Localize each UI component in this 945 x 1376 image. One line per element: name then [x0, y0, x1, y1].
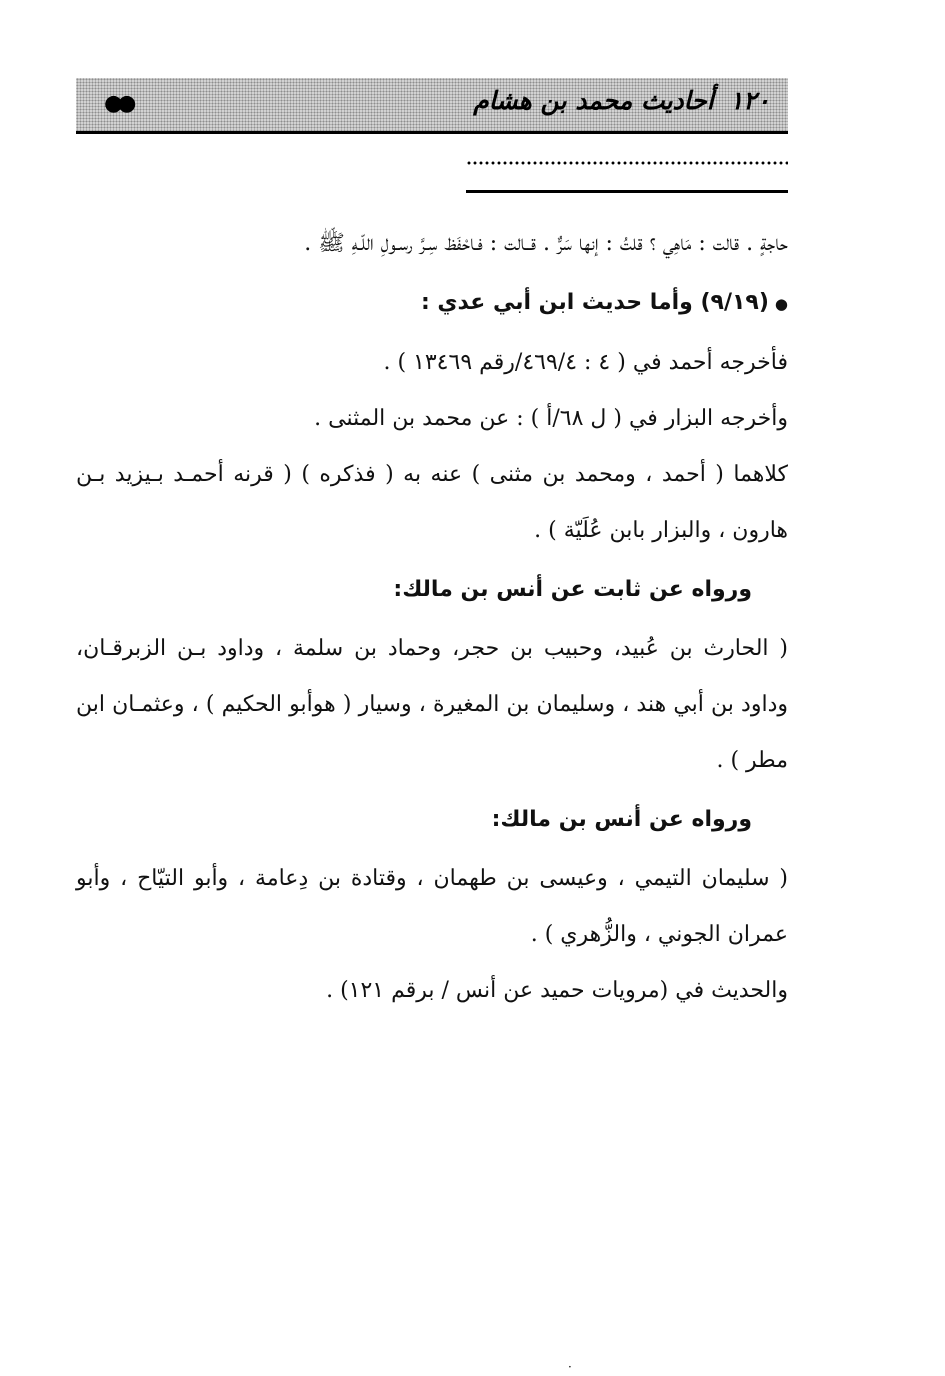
book-title: أحاديث محمد بن هشام: [473, 86, 714, 115]
main-text: [76, 216, 788, 1019]
header-ornament: ●●: [104, 90, 131, 116]
both-paragraph: كلاهما ( أحمد ، ومحمد بن مثنى ) عنه به ( فذكره ) ( قرنه أحمـد بـيزيد بـن هارون ، والبزار بابن عُلَيّة ) .: [76, 462, 788, 543]
bazzar-reference: وأخرجه البزار في ( ل ٦٨/أ ) : عن محمد بن المثنى .: [314, 406, 788, 431]
page-speck: ·: [568, 1360, 572, 1374]
narrators-thabit: ( الحارث بن عُبيد، وحبيب بن حجر، وحماد بن سلمة ، وداود بـن الزبرقـان، وداود بن أبي هند ، وسليمان بن المغيرة ، وسيار ( هوأبو الحكيم ) ، وعثمـان ابن مطر ) .: [76, 636, 788, 773]
header-title-group: [473, 86, 770, 115]
closing-reference: والحديث في (مرويات حميد عن أنس / برقم ١٢١) .: [326, 978, 788, 1003]
running-header: [76, 78, 788, 134]
narrators-anas: ( سليمان التيمي ، وعيسى بن طهمان ، وقتادة بن دِعامة ، وأبو التيّاح ، وأبو عمران الجوني ، والزُّهري ) .: [76, 866, 788, 947]
solid-separator: [466, 190, 788, 193]
page-number: ١٢٠: [729, 86, 770, 115]
dotted-separator: [466, 160, 788, 172]
subheading-thabit: ورواه عن ثابت عن أنس بن مالك:: [393, 577, 752, 602]
subheading-anas: ورواه عن أنس بن مالك:: [491, 807, 752, 832]
ahmad-reference: فأخرجه أحمد في ( ٤ : ٤٦٩/٤/رقم ١٣٤٦٩ ) .: [383, 350, 788, 375]
section-heading-ibn-abi-adi: ● (٩/١٩) وأما حديث ابن أبي عدي :: [76, 272, 788, 335]
continuation-paragraph: حاجةٍ . قالت : مَاهِي ؟ قلتُ : إنها سَرٌّ . قــالت : فـاحْفَظ سِـرَّ رسـولِ اللّـهِ ﷺ .: [304, 231, 788, 256]
